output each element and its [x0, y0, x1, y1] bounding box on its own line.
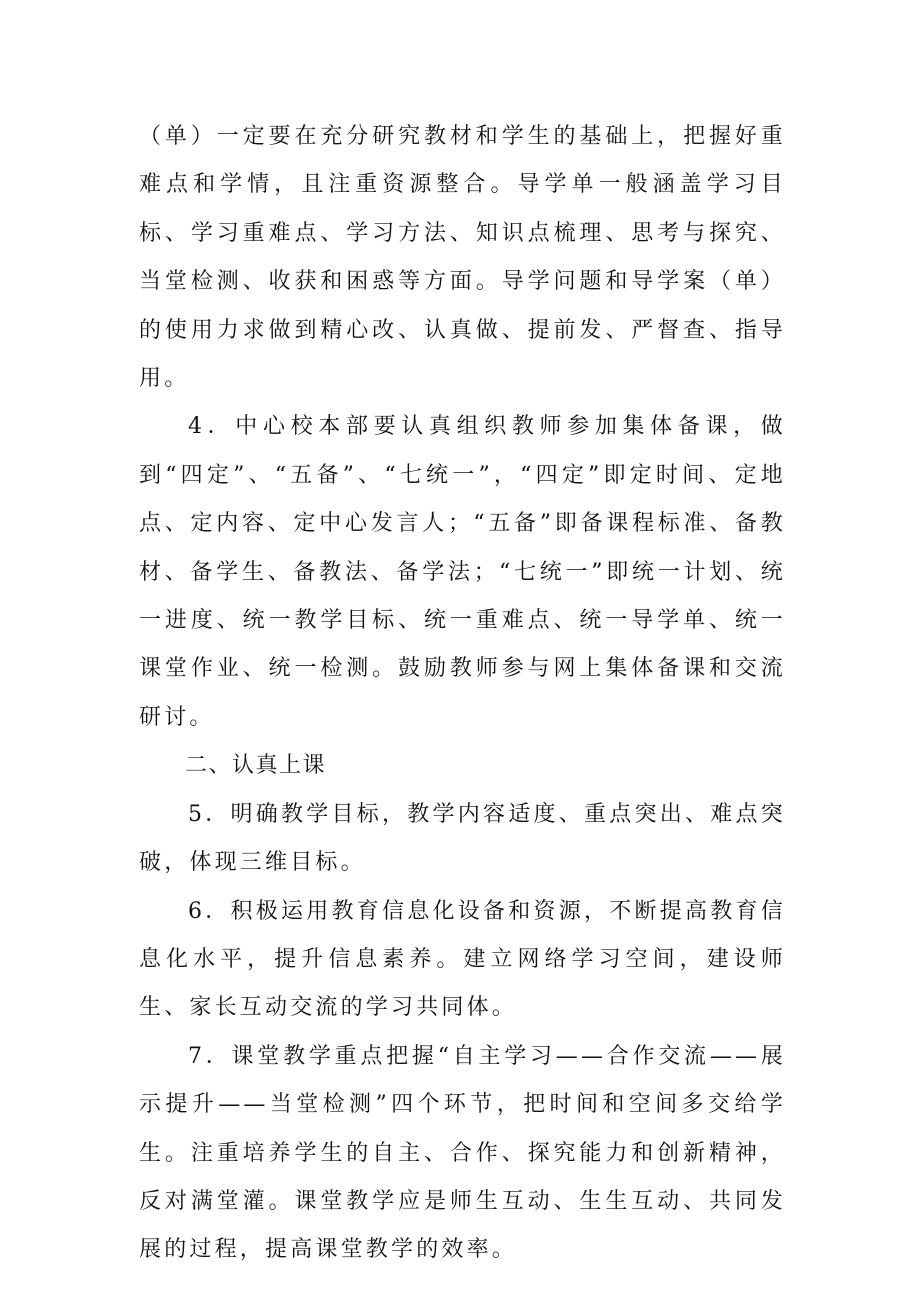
paragraph-item-5: 5．明确教学目标，教学内容适度、重点突出、难点突破，体现三维目标。 [139, 801, 786, 876]
paragraph-item-6: 6．积极运用教育信息化设备和资源，不断提高教育信息化水平，提升信息素养。建立网络学习空间，建设师生、家长互动交流的学习共同体。 [139, 898, 786, 1021]
section-heading: 二、认真上课 [185, 753, 327, 779]
paragraph-item-4: 4．中心校本部要认真组织教师参加集体备课，做到“四定”、“五备”、“七统一”，“四定”即定时间、定地点、定内容、定中心发言人；“五备”即备课程标准、备教材、备学生、备教法、备学法；“七统一”即统一计划、统一进度、统一教学目标、统一重难点、统一导学单、统一课堂作业、统一检测。鼓励教师参与网上集体备课和交流研讨。 [139, 414, 786, 730]
paragraph-continuation: （单）一定要在充分研究教材和学生的基础上，把握好重难点和学情，且注重资源整合。导学单一般涵盖学习目标、学习重难点、学习方法、知识点梳理、思考与探究、当堂检测、收获和困惑等方面。导学问题和导学案（单）的使用力求做到精心改、认真做、提前发、严督查、指导用。 [139, 124, 786, 392]
paragraph-item-7: 7．课堂教学重点把握“自主学习——合作交流——展示提升——当堂检测”四个环节，把时间和空间多交给学生。注重培养学生的自主、合作、探究能力和创新精神，反对满堂灌。课堂教学应是师生互动、生生互动、共同发展的过程，提高课堂教学的效率。 [139, 1043, 786, 1263]
